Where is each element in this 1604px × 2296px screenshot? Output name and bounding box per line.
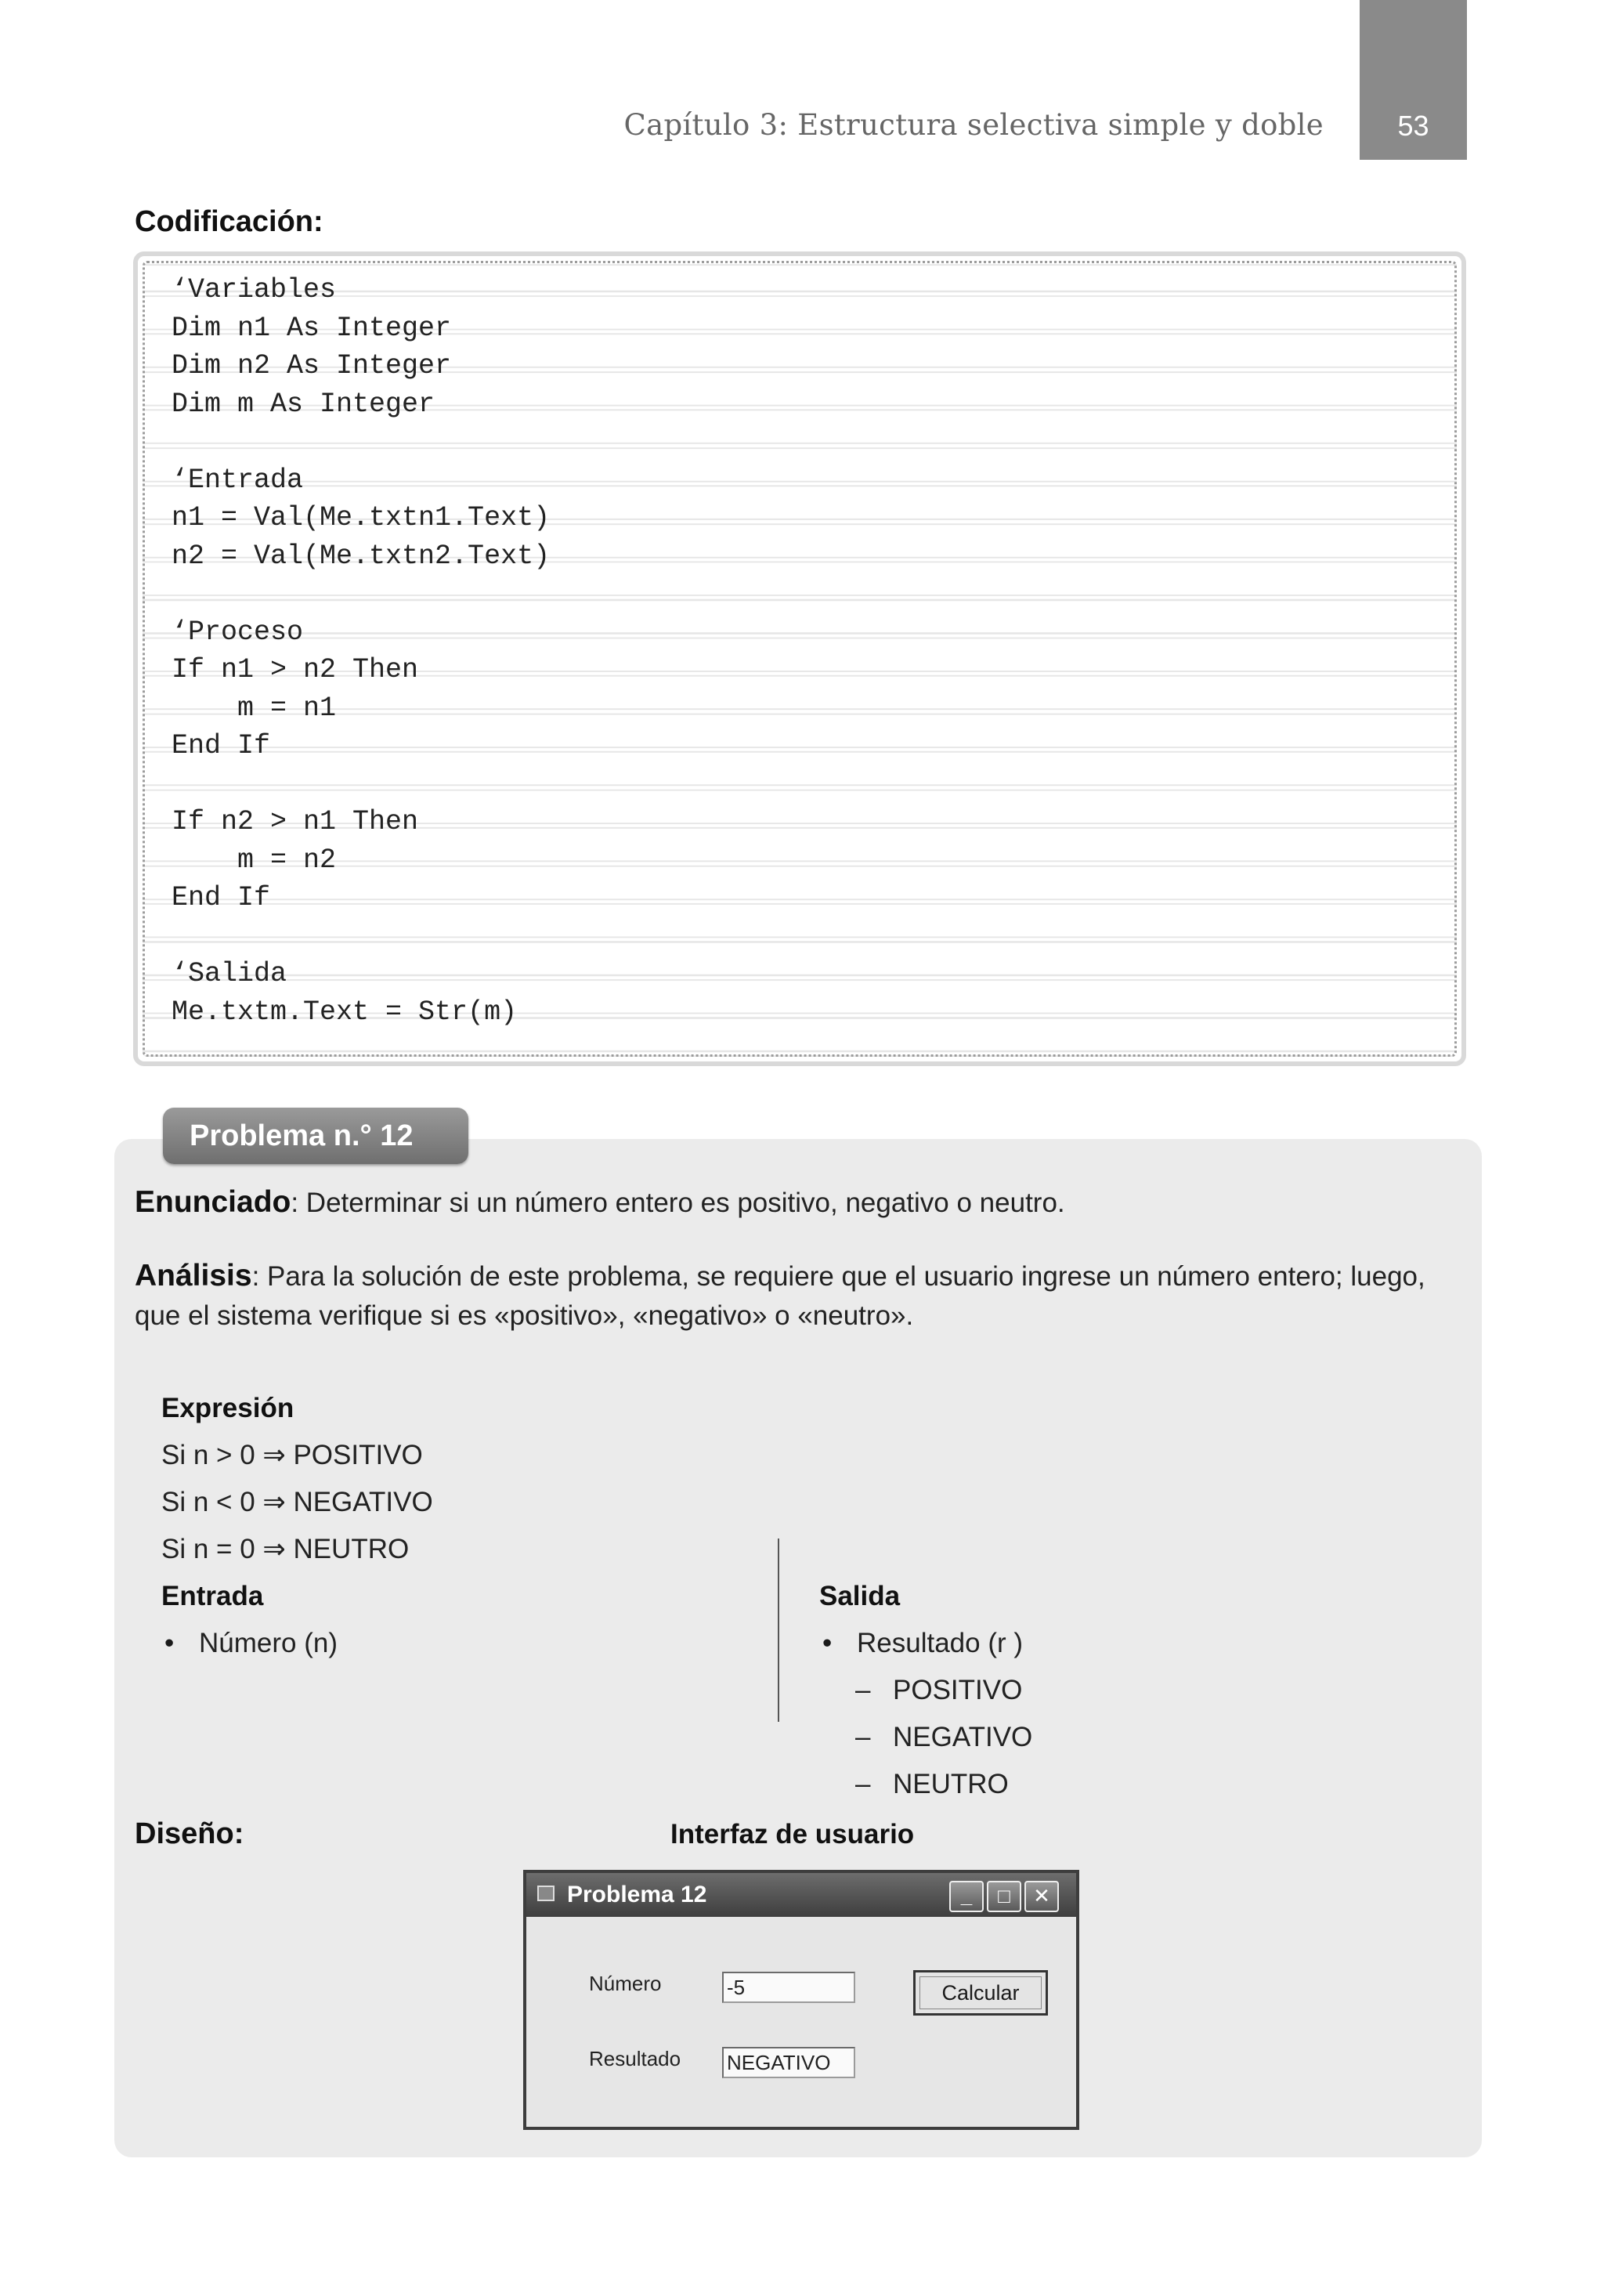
title-bar	[526, 1873, 1076, 1917]
code-area	[143, 261, 1457, 1057]
dash-icon: –	[855, 1675, 871, 1705]
result-label: Resultado	[589, 2047, 681, 2070]
expression-line: Si n > 0 ⇒ POSITIVO	[161, 1440, 423, 1470]
dash-icon: –	[855, 1769, 871, 1799]
output-item: Resultado (r )	[857, 1628, 1024, 1658]
window-icon	[537, 1886, 555, 1901]
code-line: Dim n2 As Integer	[172, 350, 452, 381]
dash-icon: –	[855, 1722, 871, 1752]
minimize-button[interactable]: _	[949, 1881, 984, 1912]
output-value: POSITIVO	[893, 1675, 1023, 1705]
code-line: ‘Proceso	[172, 616, 304, 648]
expression-line: Si n = 0 ⇒ NEUTRO	[161, 1534, 410, 1564]
code-line: Dim m As Integer	[172, 388, 435, 420]
output-value: NEUTRO	[893, 1769, 1009, 1799]
analysis	[135, 1256, 1466, 1336]
code-line: ‘Salida	[172, 958, 287, 989]
design-title: Diseño:	[135, 1817, 244, 1850]
expression-line: Si n < 0 ⇒ NEGATIVO	[161, 1487, 433, 1517]
code-line: Me.txtm.Text = Str(m)	[172, 996, 518, 1028]
chapter-heading: Capítulo 3: Estructura selectiva simple y doble	[623, 108, 1324, 142]
page-number: 53	[1360, 0, 1467, 160]
analysis-label: Análisis	[135, 1259, 252, 1293]
code-line: If n2 > n1 Then	[172, 806, 419, 837]
code-line: m = n2	[172, 844, 337, 876]
input-title: Entrada	[161, 1581, 264, 1611]
code-line: End If	[172, 882, 271, 913]
number-input[interactable]: -5	[722, 1972, 855, 2003]
coding-title: Codificación:	[135, 205, 323, 238]
code-block	[133, 251, 1466, 1066]
code-line: ‘Entrada	[172, 464, 304, 496]
app-window	[523, 1870, 1079, 2130]
number-label: Número	[589, 1972, 662, 1995]
code-line: ‘Variables	[172, 274, 337, 306]
input-item: Número (n)	[199, 1628, 338, 1658]
code-line: n1 = Val(Me.txtn1.Text)	[172, 502, 551, 533]
problem-badge: Problema n.° 12	[163, 1108, 468, 1164]
statement-text: : Determinar si un número entero es positivo, negativo o neutro.	[291, 1188, 1065, 1218]
bullet-icon: •	[822, 1628, 833, 1658]
bullet-icon: •	[164, 1628, 175, 1658]
code-line: End If	[172, 730, 271, 761]
code-line: m = n1	[172, 692, 337, 724]
result-field[interactable]: NEGATIVO	[722, 2047, 855, 2078]
column-divider	[778, 1539, 779, 1722]
calculate-button[interactable]: Calcular	[913, 1970, 1048, 2016]
output-title: Salida	[819, 1581, 901, 1611]
window-title: Problema 12	[567, 1882, 707, 1907]
statement	[135, 1183, 1466, 1223]
code-line: Dim n1 As Integer	[172, 312, 452, 344]
analysis-text: : Para la solución de este problema, se requiere que el usuario ingrese un número entero; luego, que el sistema verifique si es «positivo», «negativo» o «neutro».	[135, 1261, 1425, 1331]
close-button[interactable]: ✕	[1024, 1881, 1059, 1912]
statement-label: Enunciado	[135, 1185, 291, 1219]
code-line: n2 = Val(Me.txtn2.Text)	[172, 540, 551, 572]
code-line: If n1 > n2 Then	[172, 654, 419, 685]
ui-title: Interfaz de usuario	[670, 1819, 915, 1849]
expression-title: Expresión	[161, 1393, 294, 1423]
maximize-button[interactable]: □	[987, 1881, 1021, 1912]
output-value: NEGATIVO	[893, 1722, 1033, 1752]
